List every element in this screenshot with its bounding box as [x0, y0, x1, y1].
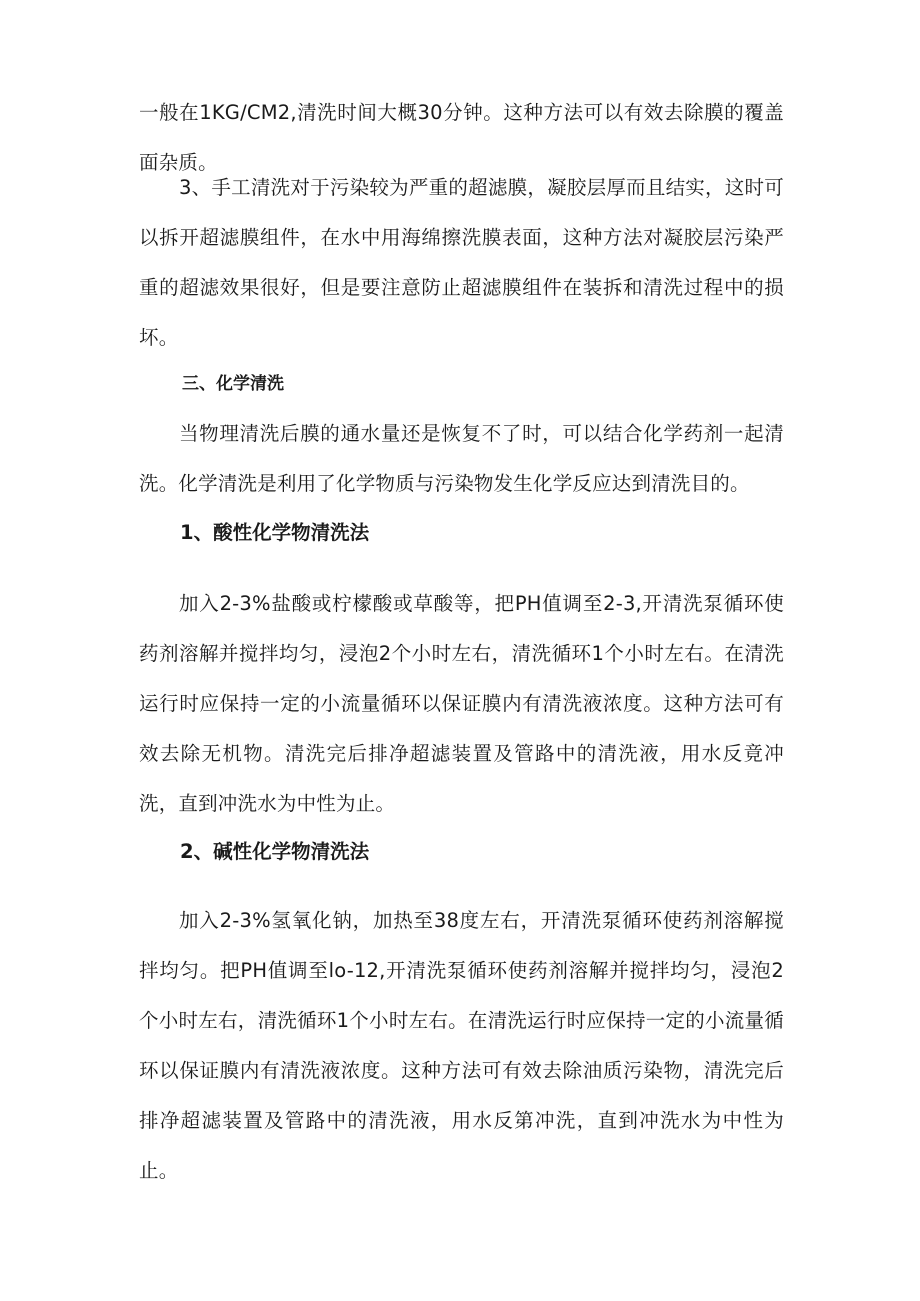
subheading-alkali-cleaning: 2、碱性化学物清洗法 [180, 840, 370, 863]
paragraph-continued: 一般在1KG/CM2,清洗时间大概30分钟。这种方法可以有效去除膜的覆盖面杂质。 [139, 101, 784, 174]
paragraph-manual-cleaning: 3、手工清洗对于污染较为严重的超滤膜，凝胶层厚而且结实，这时可以拆开超滤膜组件，在水中用海绵擦洗膜表面，这种方法对凝胶层污染严重的超滤效果很好，但是要注意防止超滤膜组件在装拆和清洗过程中的损坏。 [139, 176, 784, 349]
subheading-acid-cleaning: 1、酸性化学物清洗法 [180, 521, 370, 544]
section-heading-chemical-cleaning: 三、化学清洗 [182, 374, 284, 394]
paragraph-acid-cleaning: 加入2-3%盐酸或柠檬酸或草酸等，把PH值调至2-3,开清洗泵循环使药剂溶解并搅拌均匀，浸泡2个小时左右，清洗循环1个小时左右。在清洗运行时应保持一定的小流量循环以保证膜内有清洗液浓度。这种方法可有效去除无机物。清洗完后排净超滤装置及管路中的清洗液，用水反竟冲洗，直到冲洗水为中性为止。 [139, 592, 784, 815]
paragraph-alkali-cleaning: 加入2-3%氢氧化钠，加热至38度左右，开清洗泵循环使药剂溶解搅拌均匀。把PH值调至lo-12,开清洗泵循环使药剂溶解并搅拌均匀，浸泡2个小时左右，清洗循环1个小时左右。在清洗运行时应保持一定的小流量循环以保证膜内有清洗液浓度。这种方法可有效去除油质污染物，清洗完后排净超滤装置及管路中的清洗液，用水反第冲洗，直到冲洗水为中性为止。 [139, 909, 784, 1182]
paragraph-chemical-intro: 当物理清洗后膜的通水量还是恢复不了时，可以结合化学药剂一起清洗。化学清洗是利用了化学物质与污染物发生化学反应达到清洗目的。 [139, 422, 784, 495]
